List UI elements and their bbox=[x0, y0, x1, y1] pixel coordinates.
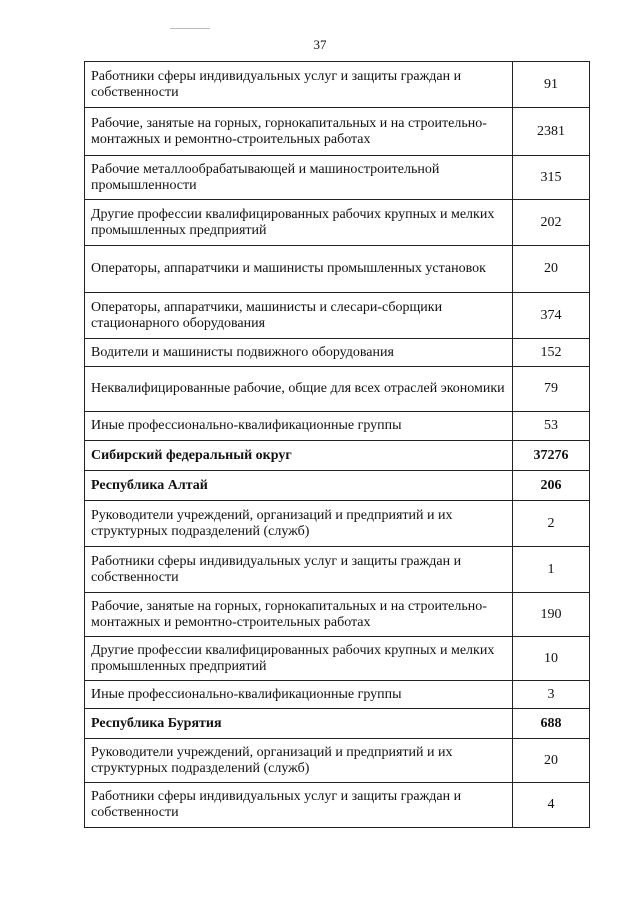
row-value: 53 bbox=[513, 412, 590, 441]
row-label: Рабочие металлообрабатывающей и машиностроительной промышленности bbox=[85, 156, 513, 200]
row-value: 374 bbox=[513, 293, 590, 339]
row-label: Операторы, аппаратчики и машинисты промышленных установок bbox=[85, 246, 513, 293]
row-label: Неквалифицированные рабочие, общие для всех отраслей экономики bbox=[85, 367, 513, 412]
row-label: Работники сферы индивидуальных услуг и защиты граждан и собственности bbox=[85, 547, 513, 593]
table-row bbox=[85, 547, 590, 593]
occupation-table bbox=[84, 61, 590, 828]
row-value: 20 bbox=[513, 739, 590, 783]
row-value: 3 bbox=[513, 681, 590, 709]
row-value: 688 bbox=[513, 709, 590, 739]
row-label: Рабочие, занятые на горных, горнокапитальных и на строительно-монтажных и ремонтно-строительных работах bbox=[85, 108, 513, 156]
page-number: 37 bbox=[313, 37, 327, 52]
table-row bbox=[85, 681, 590, 709]
table-row bbox=[85, 412, 590, 441]
row-label: Работники сферы индивидуальных услуг и защиты граждан и собственности bbox=[85, 783, 513, 828]
table-row bbox=[85, 293, 590, 339]
row-label: Другие профессии квалифицированных рабочих крупных и мелких промышленных предприятий bbox=[85, 200, 513, 246]
row-label: Руководители учреждений, организаций и предприятий и их структурных подразделений (служб) bbox=[85, 501, 513, 547]
table-row bbox=[85, 501, 590, 547]
row-label: Иные профессионально-квалификационные группы bbox=[85, 681, 513, 709]
row-label: Республика Бурятия bbox=[85, 709, 513, 739]
table-row bbox=[85, 367, 590, 412]
row-value: 206 bbox=[513, 471, 590, 501]
row-label: Работники сферы индивидуальных услуг и защиты граждан и собственности bbox=[85, 62, 513, 108]
row-value: 91 bbox=[513, 62, 590, 108]
table-row bbox=[85, 739, 590, 783]
row-value: 20 bbox=[513, 246, 590, 293]
scan-artifact-line bbox=[170, 28, 210, 29]
table-row bbox=[85, 783, 590, 828]
table-row bbox=[85, 200, 590, 246]
row-value: 2 bbox=[513, 501, 590, 547]
table-row bbox=[85, 108, 590, 156]
table-row bbox=[85, 593, 590, 637]
table-row-region bbox=[85, 709, 590, 739]
table-row bbox=[85, 246, 590, 293]
row-label: Иные профессионально-квалификационные группы bbox=[85, 412, 513, 441]
row-label: Рабочие, занятые на горных, горнокапитальных и на строительно-монтажных и ремонтно-строительных работах bbox=[85, 593, 513, 637]
table-row-region bbox=[85, 441, 590, 471]
row-value: 1 bbox=[513, 547, 590, 593]
table-row bbox=[85, 156, 590, 200]
table-row bbox=[85, 62, 590, 108]
row-label: Другие профессии квалифицированных рабочих крупных и мелких промышленных предприятий bbox=[85, 637, 513, 681]
row-value: 37276 bbox=[513, 441, 590, 471]
row-value: 190 bbox=[513, 593, 590, 637]
row-value: 315 bbox=[513, 156, 590, 200]
row-value: 4 bbox=[513, 783, 590, 828]
row-label: Республика Алтай bbox=[85, 471, 513, 501]
row-value: 2381 bbox=[513, 108, 590, 156]
row-label: Операторы, аппаратчики, машинисты и слесари-сборщики стационарного оборудования bbox=[85, 293, 513, 339]
table-row bbox=[85, 339, 590, 367]
row-label: Сибирский федеральный округ bbox=[85, 441, 513, 471]
row-value: 10 bbox=[513, 637, 590, 681]
row-label: Водители и машинисты подвижного оборудования bbox=[85, 339, 513, 367]
table-row-region bbox=[85, 471, 590, 501]
row-value: 79 bbox=[513, 367, 590, 412]
row-value: 152 bbox=[513, 339, 590, 367]
table-row bbox=[85, 637, 590, 681]
table-body bbox=[85, 62, 590, 828]
row-label: Руководители учреждений, организаций и предприятий и их структурных подразделений (служб) bbox=[85, 739, 513, 783]
row-value: 202 bbox=[513, 200, 590, 246]
